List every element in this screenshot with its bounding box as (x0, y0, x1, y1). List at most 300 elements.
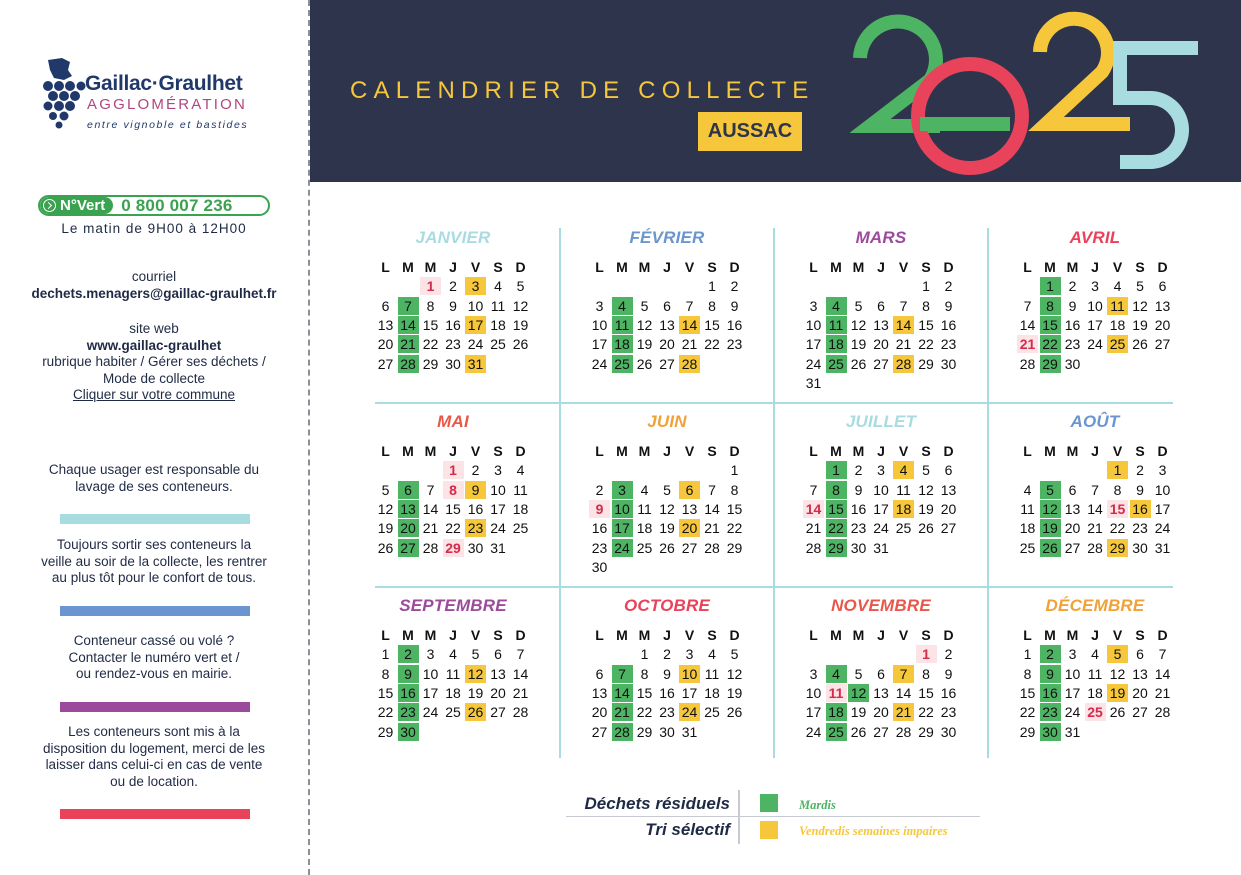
weekday-header: S (707, 259, 717, 275)
weekday-header: J (449, 259, 457, 275)
day-cell: 26 (377, 539, 394, 556)
residual-collection-day: 4 (612, 297, 633, 315)
day-cell: 22 (636, 704, 653, 721)
day-cell: 6 (381, 297, 390, 314)
day-cell: 1 (730, 462, 739, 479)
notice-line: Contacter le numéro vert et / (68, 649, 240, 665)
sorting-collection-day: 18 (893, 500, 914, 518)
day-cell: 9 (944, 297, 953, 314)
notice-color-bar (60, 702, 250, 712)
weekday-header: M (1044, 259, 1056, 275)
day-cell: 28 (704, 539, 720, 556)
legend (566, 790, 986, 850)
day-cell: 15 (445, 500, 461, 517)
day-cell: 20 (873, 336, 889, 353)
weekday-header: V (470, 259, 481, 275)
day-cell: 29 (377, 723, 394, 740)
weekday-header: S (1135, 443, 1145, 459)
day-cell: 14 (704, 500, 720, 517)
day-cell: 30 (659, 723, 675, 740)
legend-desc-tri: Vendredis semaines impaires (799, 824, 948, 838)
day-cell: 5 (471, 646, 480, 663)
website-url[interactable]: www.gaillac-graulhet (86, 337, 222, 353)
weekday-header: S (707, 627, 717, 643)
residual-collection-day: 24 (612, 539, 633, 557)
day-cell: 23 (1064, 336, 1081, 353)
day-cell: 28 (1087, 539, 1103, 556)
day-cell: 22 (445, 520, 461, 537)
day-cell: 9 (730, 297, 739, 314)
weekday-header: S (493, 259, 503, 275)
sorting-collection-day: 14 (893, 316, 914, 334)
day-cell: 30 (940, 355, 957, 372)
weekday-header: M (424, 627, 437, 643)
day-cell: 14 (895, 684, 912, 701)
day-cell: 12 (1109, 665, 1126, 682)
residual-collection-day: 9 (398, 665, 419, 683)
residual-collection-day: 19 (1040, 519, 1061, 537)
day-cell: 19 (850, 336, 867, 353)
day-cell: 20 (873, 704, 889, 721)
day-cell: 11 (1087, 665, 1103, 682)
day-cell: 24 (1154, 520, 1171, 537)
legend-label-residuels: Déchets résiduels (584, 794, 730, 813)
residual-collection-day: 18 (826, 335, 847, 353)
day-cell: 10 (1087, 297, 1103, 314)
day-cell: 26 (850, 723, 867, 740)
day-cell: 24 (422, 704, 439, 721)
day-cell: 22 (704, 336, 720, 353)
sorting-collection-day: 24 (679, 703, 700, 721)
month-name: JANVIER (415, 228, 491, 247)
sorting-collection-day: 26 (465, 703, 486, 721)
day-cell: 15 (377, 684, 394, 701)
sorting-collection-day: 21 (893, 703, 914, 721)
day-cell: 12 (726, 665, 743, 682)
sorting-collection-day: 17 (465, 316, 486, 334)
sorting-collection-day: 29 (1107, 539, 1128, 557)
legend-label-tri: Tri sélectif (645, 820, 730, 839)
day-cell: 26 (636, 355, 653, 372)
day-cell: 19 (850, 704, 867, 721)
weekday-header: J (663, 259, 671, 275)
day-cell: 7 (899, 297, 908, 314)
residual-collection-day: 4 (826, 297, 847, 315)
day-cell: 21 (681, 336, 698, 353)
day-cell: 5 (640, 297, 649, 314)
day-cell: 24 (1087, 336, 1103, 353)
weekday-header: D (1157, 627, 1168, 643)
email-label: courriel (131, 269, 177, 284)
day-cell: 8 (640, 665, 649, 682)
day-cell: 6 (877, 665, 885, 682)
residual-collection-day: 5 (1040, 481, 1061, 499)
month-name: JUILLET (845, 412, 917, 431)
residual-collection-day: 18 (826, 703, 847, 721)
weekday-header: S (493, 443, 503, 459)
weekday-header: V (684, 627, 695, 643)
day-cell: 5 (381, 481, 390, 498)
residual-collection-day: 14 (398, 316, 419, 334)
day-cell: 17 (591, 336, 608, 353)
residual-collection-day: 29 (826, 539, 847, 557)
day-cell: 14 (1087, 500, 1103, 517)
day-cell: 27 (490, 704, 506, 721)
day-cell: 28 (805, 539, 822, 556)
weekday-header: M (638, 259, 651, 275)
weekday-header: M (1044, 443, 1056, 459)
day-cell: 15 (1019, 684, 1036, 701)
day-cell: 13 (873, 316, 889, 333)
residual-collection-day: 6 (398, 481, 419, 499)
day-cell: 17 (805, 704, 822, 721)
weekday-header: L (381, 627, 390, 643)
day-cell: 23 (591, 539, 608, 556)
day-cell: 5 (1136, 278, 1144, 295)
day-cell: 6 (944, 462, 953, 479)
notice-color-bar (60, 606, 250, 616)
day-cell: 6 (1136, 646, 1144, 663)
day-cell: 24 (467, 336, 484, 353)
day-cell: 7 (809, 481, 818, 498)
day-cell: 20 (940, 500, 957, 517)
day-cell: 21 (895, 336, 912, 353)
day-cell: 25 (490, 336, 506, 353)
residual-collection-day: 11 (826, 316, 847, 334)
holiday-day: 1 (420, 277, 441, 295)
day-cell: 11 (490, 297, 506, 314)
day-cell: 7 (426, 481, 435, 498)
sorting-collection-day: 11 (1107, 297, 1128, 315)
weekday-header: M (830, 627, 842, 643)
day-cell: 31 (1064, 723, 1081, 740)
day-cell: 18 (704, 684, 720, 701)
day-cell: 6 (877, 297, 885, 314)
phone-number[interactable]: 0 800 007 236 (121, 195, 233, 215)
day-cell: 17 (681, 684, 698, 701)
day-cell: 26 (512, 336, 529, 353)
day-cell: 3 (494, 462, 502, 479)
commune-link[interactable]: Cliquer sur votre commune (72, 387, 236, 402)
day-cell: 24 (805, 723, 822, 740)
weekday-header: D (1157, 259, 1168, 275)
day-cell: 29 (918, 723, 934, 740)
weekday-header: D (515, 627, 526, 643)
day-cell: 15 (918, 684, 934, 701)
residual-collection-day: 23 (398, 703, 419, 721)
day-cell: 7 (685, 297, 694, 314)
residual-collection-day: 21 (398, 335, 419, 353)
day-cell: 11 (445, 665, 461, 682)
day-cell: 18 (1109, 316, 1126, 333)
day-cell: 22 (1019, 704, 1036, 721)
day-cell: 22 (726, 520, 743, 537)
weekday-header: S (921, 443, 931, 459)
phone-hours: Le matin de 9H00 à 12H00 (61, 221, 247, 236)
weekday-header: M (402, 443, 414, 459)
day-cell: 29 (636, 723, 653, 740)
day-cell: 8 (426, 297, 435, 314)
day-cell: 23 (445, 336, 461, 353)
residual-collection-day: 28 (612, 723, 633, 741)
day-cell: 16 (726, 316, 743, 333)
residual-collection-day: 7 (612, 665, 633, 683)
day-cell: 25 (512, 520, 529, 537)
residual-collection-day: 30 (1040, 723, 1061, 741)
residual-collection-day: 12 (1040, 500, 1061, 518)
residual-collection-day: 17 (612, 519, 633, 537)
day-cell: 10 (422, 665, 439, 682)
residual-collection-day: 25 (826, 723, 847, 741)
email-address[interactable]: dechets.menagers@gaillac-graulhet.fr (31, 285, 277, 301)
residual-collection-day: 30 (398, 723, 419, 741)
weekday-header: J (663, 627, 671, 643)
weekday-header: D (943, 443, 954, 459)
weekday-header: V (470, 627, 481, 643)
weekday-header: M (852, 443, 865, 459)
day-cell: 23 (940, 704, 957, 721)
weekday-header: V (898, 443, 909, 459)
day-cell: 6 (663, 297, 671, 314)
residual-collection-day: 1 (826, 461, 847, 479)
legend-swatch-yellow (760, 821, 778, 839)
chevron-right-icon (43, 199, 56, 212)
day-cell: 23 (1132, 520, 1148, 537)
sorting-collection-day: 10 (679, 665, 700, 683)
day-cell: 21 (1154, 684, 1171, 701)
weekday-header: D (729, 627, 740, 643)
day-cell: 25 (445, 704, 461, 721)
day-cell: 20 (377, 336, 394, 353)
sorting-collection-day: 7 (893, 665, 914, 683)
sorting-collection-day: 20 (679, 519, 700, 537)
day-cell: 21 (1087, 520, 1103, 537)
weekday-header: M (852, 627, 865, 643)
day-cell: 5 (854, 297, 863, 314)
day-cell: 30 (1064, 355, 1081, 372)
weekday-header: M (402, 259, 414, 275)
day-cell: 22 (422, 336, 439, 353)
day-cell: 4 (516, 462, 525, 479)
calendar-title: CALENDRIER DE COLLECTE (350, 77, 815, 104)
weekday-header: L (595, 627, 604, 643)
day-cell: 26 (1132, 336, 1148, 353)
day-cell: 26 (1109, 704, 1126, 721)
residual-collection-day: 23 (1040, 703, 1061, 721)
day-cell: 16 (940, 316, 957, 333)
day-cell: 17 (873, 500, 889, 517)
weekday-header: L (595, 443, 604, 459)
sorting-collection-day: 6 (679, 481, 700, 499)
contact-block (0, 269, 308, 302)
weekday-header: D (1157, 443, 1168, 459)
residual-collection-day: 15 (826, 500, 847, 518)
day-cell: 10 (873, 481, 889, 498)
residual-collection-day: 12 (848, 684, 869, 702)
residual-collection-day: 20 (398, 519, 419, 537)
day-cell: 16 (659, 684, 675, 701)
day-cell: 13 (940, 481, 957, 498)
day-cell: 14 (422, 500, 439, 517)
weekday-header: M (1066, 627, 1079, 643)
weekday-header: M (1044, 627, 1056, 643)
day-cell: 17 (805, 336, 822, 353)
day-cell: 5 (854, 665, 863, 682)
notice-line: laisser dans celui-ci en cas de vente (45, 757, 263, 772)
day-cell: 18 (636, 520, 653, 537)
sorting-collection-day: 16 (1130, 500, 1151, 518)
day-cell: 13 (873, 684, 889, 701)
day-cell: 21 (704, 520, 720, 537)
phone-badge[interactable] (38, 195, 270, 216)
day-cell: 10 (467, 297, 484, 314)
notice-line: ou de location. (110, 773, 198, 789)
day-cell: 15 (422, 316, 439, 333)
day-cell: 3 (877, 462, 885, 479)
day-cell: 12 (918, 481, 934, 498)
sorting-collection-day: 28 (893, 355, 914, 373)
weekday-header: L (381, 443, 390, 459)
day-cell: 23 (726, 336, 743, 353)
org-logo (42, 56, 282, 136)
year-digit-0 (918, 64, 1022, 168)
month-name: MAI (437, 412, 469, 431)
day-cell: 19 (1132, 316, 1148, 333)
notice-text (0, 633, 308, 683)
day-cell: 27 (873, 355, 889, 372)
day-cell: 7 (708, 481, 716, 498)
weekday-header: M (830, 443, 842, 459)
day-cell: 30 (850, 539, 867, 556)
day-cell: 13 (659, 316, 675, 333)
day-cell: 7 (516, 646, 525, 663)
year-graphic (850, 6, 1230, 181)
day-cell: 24 (591, 355, 608, 372)
day-cell: 19 (512, 316, 529, 333)
grid-divider (375, 402, 1173, 404)
day-cell: 12 (377, 500, 394, 517)
day-cell: 30 (467, 539, 484, 556)
notice-text (0, 537, 308, 587)
weekday-header: L (809, 627, 818, 643)
day-cell: 9 (1136, 481, 1144, 498)
weekday-header: M (616, 443, 628, 459)
weekday-header: L (1023, 443, 1032, 459)
day-cell: 27 (1064, 539, 1081, 556)
day-cell: 20 (490, 684, 506, 701)
day-cell: 11 (637, 500, 652, 517)
day-cell: 2 (730, 278, 739, 295)
day-cell: 13 (1064, 500, 1081, 517)
day-cell: 2 (595, 481, 604, 498)
day-cell: 4 (1113, 278, 1122, 295)
residual-collection-day: 29 (1040, 355, 1061, 373)
weekday-header: L (595, 259, 604, 275)
weekday-header: M (852, 259, 865, 275)
weekday-header: M (638, 627, 651, 643)
day-cell: 16 (850, 500, 867, 517)
day-cell: 18 (490, 316, 506, 333)
residual-collection-day: 15 (1040, 316, 1061, 334)
day-cell: 4 (449, 646, 457, 663)
day-cell: 23 (659, 704, 675, 721)
weekday-header: M (1066, 259, 1079, 275)
holiday-day: 29 (443, 539, 464, 557)
day-cell: 12 (1132, 297, 1148, 314)
day-cell: 3 (1158, 462, 1167, 479)
holiday-day: 9 (589, 500, 610, 518)
sorting-collection-day: 14 (679, 316, 700, 334)
residual-collection-day: 28 (398, 355, 419, 373)
holiday-day: 21 (1017, 335, 1038, 353)
day-cell: 12 (512, 297, 529, 314)
weekday-header: V (1112, 259, 1123, 275)
day-cell: 20 (1154, 316, 1171, 333)
numero-vert-label: N°Vert (40, 197, 113, 214)
day-cell: 6 (595, 665, 604, 682)
legend-desc-residuels: Mardis (799, 798, 836, 812)
day-cell: 11 (896, 481, 911, 498)
day-cell: 25 (1019, 539, 1036, 556)
org-subtitle: AGGLOMÉRATION (87, 96, 248, 113)
day-cell: 9 (663, 665, 671, 682)
day-cell: 16 (591, 520, 608, 537)
holiday-day: 25 (1085, 703, 1106, 721)
day-cell: 21 (512, 684, 529, 701)
month-name: AVRIL (1069, 228, 1121, 247)
weekday-header: J (1091, 259, 1099, 275)
month-name: JUIN (647, 412, 687, 431)
day-cell: 5 (730, 646, 739, 663)
notice-line: au plus tôt pour le confort de tous. (51, 570, 257, 585)
website-path-2: Mode de collecte (102, 370, 206, 386)
notice-line: lavage de ses conteneurs. (75, 478, 233, 494)
day-cell: 11 (1020, 500, 1035, 517)
weekday-header: L (809, 259, 818, 275)
sorting-collection-day: 19 (1107, 684, 1128, 702)
day-cell: 7 (1158, 646, 1167, 663)
day-cell: 2 (663, 646, 671, 663)
residual-collection-day: 11 (612, 316, 633, 334)
grid-divider (559, 228, 561, 758)
day-cell: 30 (445, 355, 461, 372)
weekday-header: J (449, 443, 457, 459)
residual-collection-day: 25 (826, 355, 847, 373)
day-cell: 4 (494, 278, 502, 295)
holiday-day: 8 (443, 481, 464, 499)
day-cell: 1 (922, 278, 930, 295)
day-cell: 19 (659, 520, 675, 537)
holiday-day: 1 (443, 461, 464, 479)
notice-text (0, 462, 308, 495)
day-cell: 2 (944, 646, 953, 663)
day-cell: 3 (809, 297, 818, 314)
legend-swatch-green (760, 794, 778, 812)
residual-collection-day: 16 (398, 684, 419, 702)
day-cell: 4 (708, 646, 716, 663)
day-cell: 28 (1019, 355, 1036, 372)
weekday-header: D (515, 443, 526, 459)
weekday-header: J (877, 443, 885, 459)
day-cell: 31 (490, 539, 506, 556)
collection-calendar (375, 222, 1175, 762)
day-cell: 14 (512, 665, 529, 682)
residual-collection-day: 2 (398, 645, 419, 663)
day-cell: 22 (918, 336, 934, 353)
weekday-header: V (470, 443, 481, 459)
residual-collection-day: 22 (1040, 335, 1061, 353)
sorting-collection-day: 23 (465, 519, 486, 537)
